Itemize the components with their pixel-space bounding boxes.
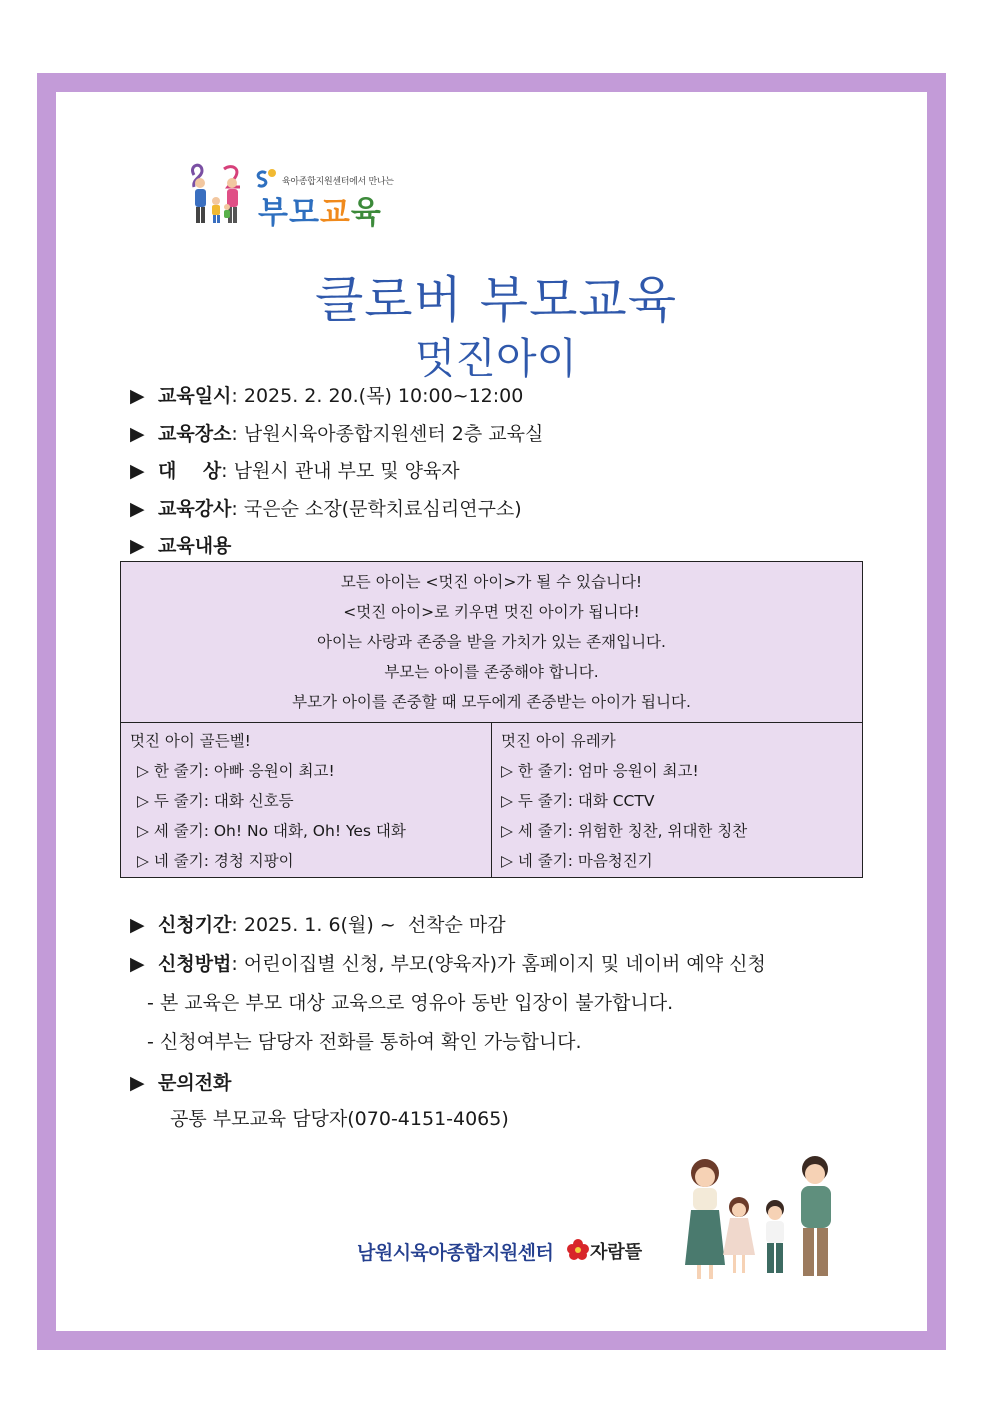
info-row-contact <box>130 1068 231 1095</box>
info-row-place <box>130 419 543 446</box>
list-item: ▷ 네 줄기: 경청 지팡이 <box>137 852 294 870</box>
info-row-target <box>130 456 460 483</box>
info-row-date <box>130 381 523 408</box>
bullet-triangle-icon: ▶ <box>130 914 145 936</box>
family-illustration <box>667 1155 857 1285</box>
bullet-triangle-icon: ▶ <box>130 460 145 482</box>
footer-brand-name: 자람뜰 <box>590 1242 643 1263</box>
content-right-column <box>492 723 862 877</box>
info-value: : 어린이집별 신청, 부모(양육자)가 홈페이지 및 네이버 예약 신청 <box>231 953 766 975</box>
logo-title-char: 육 <box>350 195 382 231</box>
intro-line: 아이는 사랑과 존중을 받을 가치가 있는 존재입니다. <box>317 633 666 651</box>
content-table <box>120 561 863 878</box>
info-label: 교육장소 <box>158 423 232 445</box>
info-row-apply-method <box>130 949 766 976</box>
info-value: : 남원시육아종합지원센터 2층 교육실 <box>231 423 544 445</box>
info-value: : 2025. 2. 20.(목) 10:00~12:00 <box>231 385 524 407</box>
intro-line: 모든 아이는 <멋진 아이>가 될 수 있습니다! <box>340 573 643 591</box>
list-item: ▷ 세 줄기: Oh! No 대화, Oh! Yes 대화 <box>137 822 406 840</box>
bullet-triangle-icon: ▶ <box>130 498 145 520</box>
info-label: 교육내용 <box>158 535 232 557</box>
column-title: 멋진 아이 골든벨! <box>130 732 251 750</box>
bullet-triangle-icon: ▶ <box>130 423 145 445</box>
note-line: - 본 교육은 부모 대상 교육으로 영유아 동반 입장이 불가합니다. <box>147 992 674 1014</box>
bullet-triangle-icon: ▶ <box>130 535 145 557</box>
info-label: 교육일시 <box>158 385 232 407</box>
logo-title-char: 부 <box>258 195 289 231</box>
content-intro <box>121 562 862 723</box>
intro-line: <멋진 아이>로 키우면 멋진 아이가 됩니다! <box>343 603 640 621</box>
info-value: : 남원시 관내 부모 및 양육자 <box>221 460 460 482</box>
flower-logo-icon <box>567 1238 589 1262</box>
logo-title <box>258 187 382 232</box>
page-title: 클로버 부모교육 <box>315 271 677 329</box>
intro-line: 부모는 아이를 존중해야 합니다. <box>384 663 599 681</box>
list-item: ▷ 한 줄기: 엄마 응원이 최고! <box>501 762 699 780</box>
column-title: 멋진 아이 유레카 <box>501 732 616 750</box>
logo-title-char: 모 <box>288 195 320 231</box>
info-label: 대 상 <box>158 460 222 482</box>
content-left-column <box>121 723 492 877</box>
info-row-content <box>130 531 231 558</box>
info-label: 신청기간 <box>158 914 232 936</box>
info-row-apply-period <box>130 910 506 937</box>
page-subtitle: 멋진아이 <box>414 334 578 383</box>
info-value: : 국은순 소장(문학치료심리연구소) <box>231 498 522 520</box>
info-label: 문의전화 <box>158 1072 232 1094</box>
list-item: ▷ 세 줄기: 위험한 칭찬, 위대한 칭찬 <box>501 822 748 840</box>
info-value: : 2025. 1. 6(월) ~ 선착순 마감 <box>231 914 506 936</box>
note-line: - 신청여부는 담당자 전화를 통하여 확인 가능합니다. <box>147 1031 582 1053</box>
bullet-triangle-icon: ▶ <box>130 953 145 975</box>
footer-org-name: 남원시육아종합지원센터 <box>357 1242 554 1264</box>
bullet-triangle-icon: ▶ <box>130 385 145 407</box>
list-item: ▷ 한 줄기: 아빠 응원이 최고! <box>137 762 335 780</box>
logo-subtitle: 육아종합지원센터에서 만나는 <box>282 177 394 187</box>
list-item: ▷ 두 줄기: 대화 CCTV <box>501 792 655 810</box>
intro-line: 부모가 아이를 존중할 때 모두에게 존중받는 아이가 됩니다. <box>292 693 691 711</box>
logo-title-char: 교 <box>319 195 351 231</box>
info-label: 신청방법 <box>158 953 232 975</box>
list-item: ▷ 두 줄기: 대화 신호등 <box>137 792 294 810</box>
list-item: ▷ 네 줄기: 마음청진기 <box>501 852 653 870</box>
contact-phone: 공통 부모교육 담당자(070-4151-4065) <box>170 1108 509 1130</box>
bullet-triangle-icon: ▶ <box>130 1072 145 1094</box>
info-row-lecturer <box>130 494 522 521</box>
info-label: 교육강사 <box>158 498 232 520</box>
